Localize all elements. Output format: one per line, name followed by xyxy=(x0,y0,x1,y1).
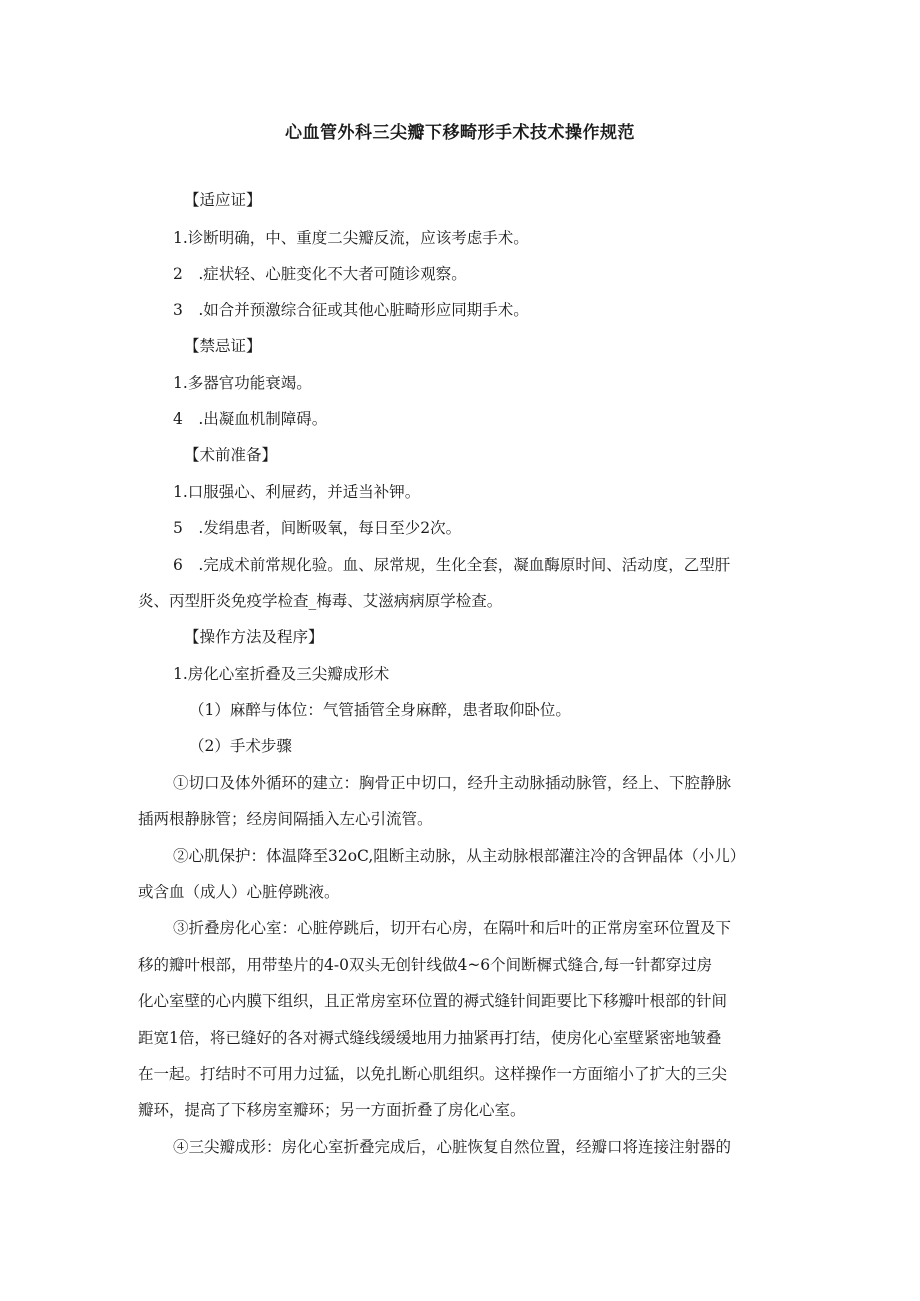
list-item-continuation: 炎、丙型肝炎免疫学检查_梅毒、艾滋病病原学检查。 xyxy=(138,592,503,610)
paragraph-line: ②心肌保护：体温降至32oC,阻断主动脉，从主动脉根部灌注冷的含钾晶体（小儿） xyxy=(173,847,746,865)
section-heading-procedure: 【操作方法及程序】 xyxy=(184,628,324,646)
sub-item: （1）麻醉与体位：气管插管全身麻醉，患者取仰卧位。 xyxy=(189,701,571,719)
paragraph-line: 插两根静脉管；经房间隔插入左心引流管。 xyxy=(138,810,433,828)
list-item: 1.多器官功能衰竭。 xyxy=(173,374,312,392)
list-item: 4 .出凝血机制障碍。 xyxy=(173,410,328,428)
paragraph-line: 距宽1倍，将已缝好的各对褥式缝线缓缓地用力抽紧再打结，使房化心室壁紧密地皱叠 xyxy=(138,1029,722,1047)
list-item: 1.房化心室折叠及三尖瓣成形术 xyxy=(173,665,390,683)
paragraph-line: 在一起。打结时不可用力过猛，以免扎断心肌组织。这样操作一方面缩小了扩大的三尖 xyxy=(138,1065,728,1083)
section-heading-contraindications: 【禁忌证】 xyxy=(184,337,262,355)
document-title: 心血管外科三尖瓣下移畸形手术技术操作规范 xyxy=(285,123,635,143)
paragraph-line: ③折叠房化心室：心脏停跳后，切开右心房，在隔叶和后叶的正常房室环位置及下 xyxy=(173,919,732,937)
paragraph-line: ④三尖瓣成形：房化心室折叠完成后，心脏恢复自然位置，经瓣口将连接注射器的 xyxy=(173,1138,732,1156)
list-item: 3 .如合并预激综合征或其他心脏畸形应同期手术。 xyxy=(173,301,529,319)
paragraph-line: ①切口及体外循环的建立：胸骨正中切口，经升主动脉插动脉管，经上、下腔静脉 xyxy=(173,774,732,792)
paragraph-line: 或含血（成人）心脏停跳液。 xyxy=(138,883,340,901)
sub-item: （2）手术步骤 xyxy=(189,737,292,755)
list-item: 2 .症状轻、心脏变化不大者可随诊观察。 xyxy=(173,265,467,283)
paragraph-line: 移的瓣叶根部，用带垫片的4-0双头无创针线做4~6个间断樨式缝合,每一针都穿过房 xyxy=(138,956,713,974)
list-item: 5 .发绢患者，间断吸氧，每日至少2次。 xyxy=(173,519,462,537)
paragraph-line: 瓣环，提高了下移房室瓣环；另一方面折叠了房化心室。 xyxy=(138,1101,526,1119)
list-item: 1.诊断明确，中、重度二尖瓣反流，应该考虑手术。 xyxy=(173,229,529,247)
list-item: 6 .完成术前常规化验。血、尿常规，生化全套，凝血酶原时间、活动度，乙型肝 xyxy=(173,556,731,574)
list-item: 1.口服强心、利屉药，并适当补钾。 xyxy=(173,483,421,501)
section-heading-indications: 【适应证】 xyxy=(184,191,262,209)
paragraph-line: 化心室壁的心内膜下组织，且正常房室环位置的褥式缝针间距要比下移瓣叶根部的针间 xyxy=(138,992,728,1010)
section-heading-preparation: 【术前准备】 xyxy=(184,446,278,464)
